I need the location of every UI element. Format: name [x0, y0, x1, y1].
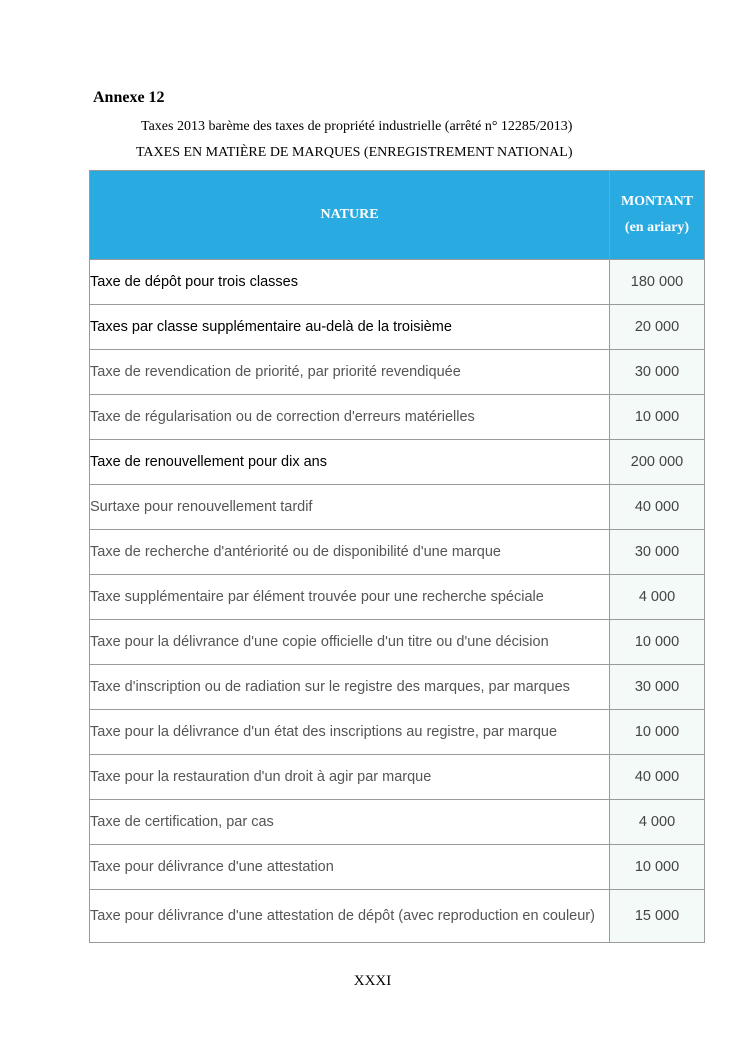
fees-table-header [90, 171, 705, 260]
nature-column-header: NATURE [90, 171, 610, 260]
nature-cell: Taxe de régularisation ou de correction d'erreurs matérielles [90, 395, 610, 440]
table-row [90, 665, 705, 710]
amount-cell: 15 000 [610, 890, 705, 943]
amount-cell: 10 000 [610, 845, 705, 890]
document-subtitle: Taxes 2013 barème des taxes de propriété industrielle (arrêté n° 12285/2013) [141, 119, 573, 134]
table-title: TAXES EN MATIÈRE DE MARQUES (ENREGISTREMENT NATIONAL) [136, 145, 573, 160]
nature-cell: Taxes par classe supplémentaire au-delà de la troisième [90, 305, 610, 350]
amount-cell: 4 000 [610, 575, 705, 620]
table-row [90, 800, 705, 845]
nature-cell: Taxe pour la restauration d'un droit à agir par marque [90, 755, 610, 800]
page-number: XXXI [353, 973, 392, 989]
table-row [90, 305, 705, 350]
nature-cell: Taxe de recherche d'antériorité ou de disponibilité d'une marque [90, 530, 610, 575]
amount-column-header [610, 171, 705, 260]
nature-cell: Taxe pour délivrance d'une attestation de dépôt (avec reproduction en couleur) [90, 890, 610, 943]
amount-cell: 30 000 [610, 665, 705, 710]
amount-cell: 200 000 [610, 440, 705, 485]
nature-cell: Taxe de revendication de priorité, par priorité revendiquée [90, 350, 610, 395]
annex-heading: Annexe 12 [93, 89, 165, 106]
table-row [90, 530, 705, 575]
table-row [90, 710, 705, 755]
amount-header-label: MONTANT [620, 194, 694, 209]
table-row [90, 755, 705, 800]
amount-cell: 30 000 [610, 530, 705, 575]
amount-cell: 40 000 [610, 485, 705, 530]
table-row [90, 485, 705, 530]
nature-cell: Taxe supplémentaire par élément trouvée pour une recherche spéciale [90, 575, 610, 620]
nature-cell: Taxe de renouvellement pour dix ans [90, 440, 610, 485]
amount-cell: 30 000 [610, 350, 705, 395]
table-row [90, 395, 705, 440]
amount-header-unit: (en ariary) [624, 220, 690, 235]
amount-cell: 4 000 [610, 800, 705, 845]
nature-cell: Taxe pour la délivrance d'un état des inscriptions au registre, par marque [90, 710, 610, 755]
amount-cell: 180 000 [610, 260, 705, 305]
nature-cell: Taxe d'inscription ou de radiation sur le registre des marques, par marques [90, 665, 610, 710]
amount-cell: 20 000 [610, 305, 705, 350]
amount-cell: 10 000 [610, 620, 705, 665]
nature-cell: Taxe de dépôt pour trois classes [90, 260, 610, 305]
table-row [90, 575, 705, 620]
table-row [90, 350, 705, 395]
fees-table [89, 170, 705, 943]
table-row [90, 620, 705, 665]
nature-cell: Taxe pour la délivrance d'une copie officielle d'un titre ou d'une décision [90, 620, 610, 665]
table-row [90, 260, 705, 305]
nature-cell: Taxe pour délivrance d'une attestation [90, 845, 610, 890]
nature-cell: Taxe de certification, par cas [90, 800, 610, 845]
table-row [90, 845, 705, 890]
table-row [90, 890, 705, 943]
header-row [90, 171, 705, 260]
table-row [90, 440, 705, 485]
amount-cell: 10 000 [610, 395, 705, 440]
nature-cell: Surtaxe pour renouvellement tardif [90, 485, 610, 530]
amount-cell: 40 000 [610, 755, 705, 800]
fees-table-body [90, 260, 705, 943]
amount-cell: 10 000 [610, 710, 705, 755]
